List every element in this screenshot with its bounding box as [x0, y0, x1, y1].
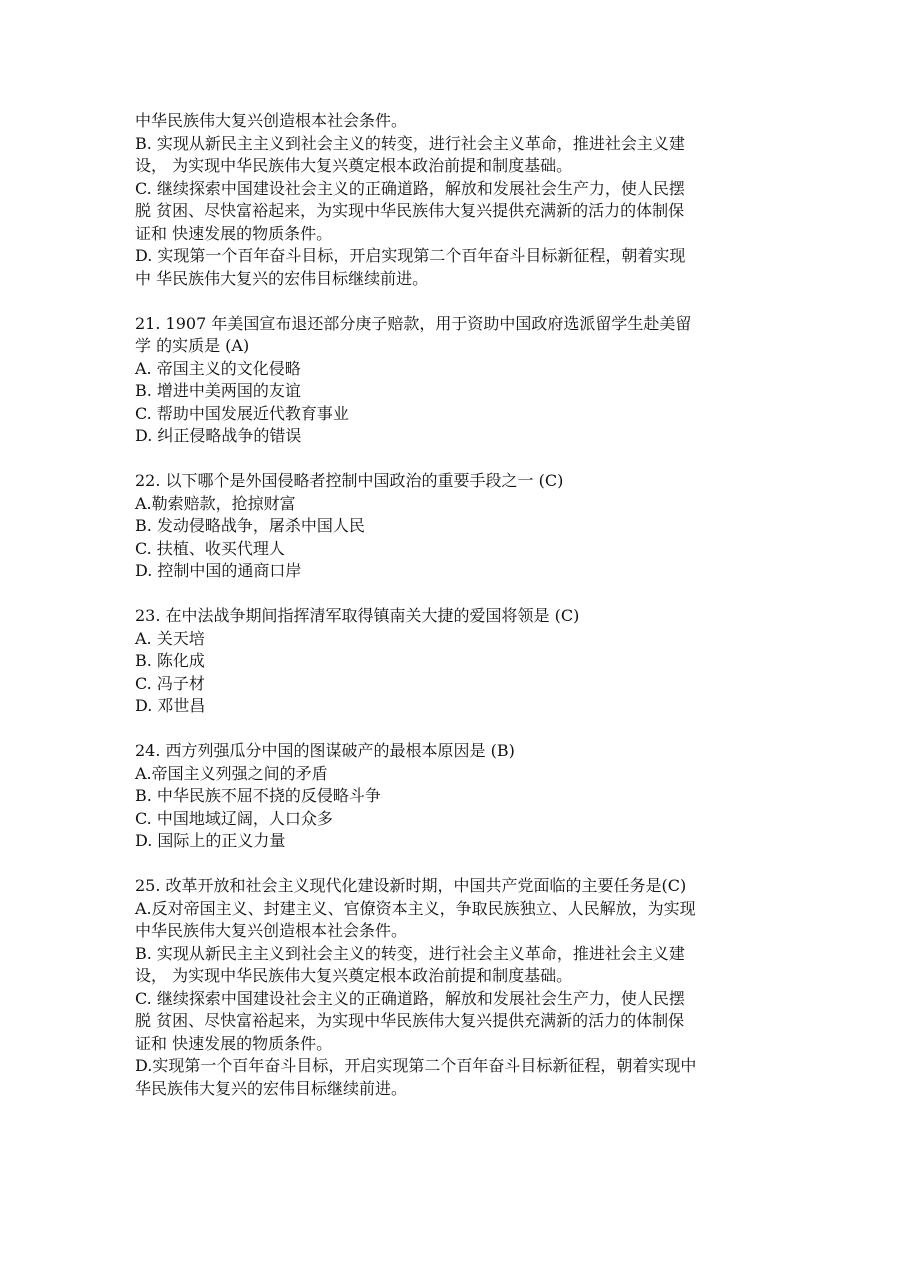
option-c: C. 冯子材	[135, 673, 205, 693]
block-spacer	[135, 853, 785, 876]
option-d: D. 实现第一个百年奋斗目标，开启实现第二个百年奋斗目标新征程，朝着实现	[135, 246, 686, 265]
question-stem: 22. 以下哪个是外国侵略者控制中国政治的重要手段之一 (C)	[135, 471, 564, 490]
text-line: 脱 贫困、尽快富裕起来，为实现中华民族伟大复兴提供充满新的活力的体制保	[135, 201, 685, 220]
question-stem: 21. 1907 年美国宣布退还部分庚子赔款，用于资助中国政府选派留学生赴美留	[135, 313, 692, 333]
block-spacer	[135, 290, 785, 313]
text-line: 中华民族伟大复兴创造根本社会条件。	[135, 921, 408, 940]
option-b: B. 实现从新民主主义到社会主义的转变，进行社会主义革命，推进社会主义建	[135, 133, 685, 153]
question-stem: 24. 西方列强瓜分中国的图谋破产的最根本原因是 (B)	[135, 741, 515, 760]
text-line: 华民族伟大复兴的宏伟目标继续前进。	[135, 1078, 408, 1098]
question-21	[135, 313, 785, 448]
option-a: A.勒索赔款，抢掠财富	[135, 493, 296, 513]
question-23	[135, 605, 785, 718]
option-a: A. 关天培	[135, 628, 205, 648]
option-d: D. 纠正侵略战争的错误	[135, 426, 302, 445]
block-spacer	[135, 448, 785, 471]
option-a: A. 帝国主义的文化侵略	[135, 358, 301, 378]
option-c: C. 继续探索中国建设社会主义的正确道路，解放和发展社会生产力，使人民摆	[135, 988, 685, 1008]
question-stem: 25. 改革开放和社会主义现代化建设新时期，中国共产党面临的主要任务是(C)	[135, 876, 687, 895]
option-d: D. 邓世昌	[135, 696, 206, 715]
option-d: D.实现第一个百年奋斗目标，开启实现第二个百年奋斗目标新征程，朝着实现中	[135, 1056, 697, 1075]
block-spacer	[135, 718, 785, 741]
question-20-continued	[135, 110, 785, 290]
question-stem: 学 的实质是 (A)	[135, 336, 250, 355]
question-24	[135, 740, 785, 853]
text-line: 中 华民族伟大复兴的宏伟目标继续前进。	[135, 268, 429, 288]
option-c: C. 中国地域辽阔，人口众多	[135, 808, 333, 828]
option-c: C. 扶植、收买代理人	[135, 538, 285, 558]
option-b: B. 陈化成	[135, 651, 205, 670]
option-b: B. 实现从新民主主义到社会主义的转变，进行社会主义革命，推进社会主义建	[135, 943, 685, 963]
text-line: 证和 快速发展的物质条件。	[135, 223, 333, 243]
option-c: C. 继续探索中国建设社会主义的正确道路，解放和发展社会生产力，使人民摆	[135, 178, 685, 198]
option-d: D. 国际上的正义力量	[135, 831, 286, 850]
option-a: A.帝国主义列强之间的矛盾	[135, 763, 328, 783]
block-spacer	[135, 583, 785, 606]
text-line: 中华民族伟大复兴创造根本社会条件。	[135, 111, 408, 130]
option-b: B. 增进中美两国的友谊	[135, 381, 301, 400]
text-line: 证和 快速发展的物质条件。	[135, 1033, 333, 1053]
text-line: 脱 贫困、尽快富裕起来，为实现中华民族伟大复兴提供充满新的活力的体制保	[135, 1011, 685, 1030]
question-22	[135, 470, 785, 583]
text-line: 设， 为实现中华民族伟大复兴奠定根本政治前提和制度基础。	[135, 966, 573, 985]
option-b: B. 发动侵略战争，屠杀中国人民	[135, 516, 365, 535]
option-a: A.反对帝国主义、封建主义、官僚资本主义，争取民族独立、人民解放，为实现	[135, 898, 696, 918]
question-stem: 23. 在中法战争期间指挥清军取得镇南关大捷的爱国将领是 (C)	[135, 606, 580, 625]
option-b: B. 中华民族不屈不挠的反侵略斗争	[135, 786, 381, 805]
document-page	[135, 110, 785, 1100]
option-d: D. 控制中国的通商口岸	[135, 561, 302, 580]
option-c: C. 帮助中国发展近代教育事业	[135, 403, 349, 423]
question-25	[135, 875, 785, 1100]
text-line: 设， 为实现中华民族伟大复兴奠定根本政治前提和制度基础。	[135, 156, 573, 175]
